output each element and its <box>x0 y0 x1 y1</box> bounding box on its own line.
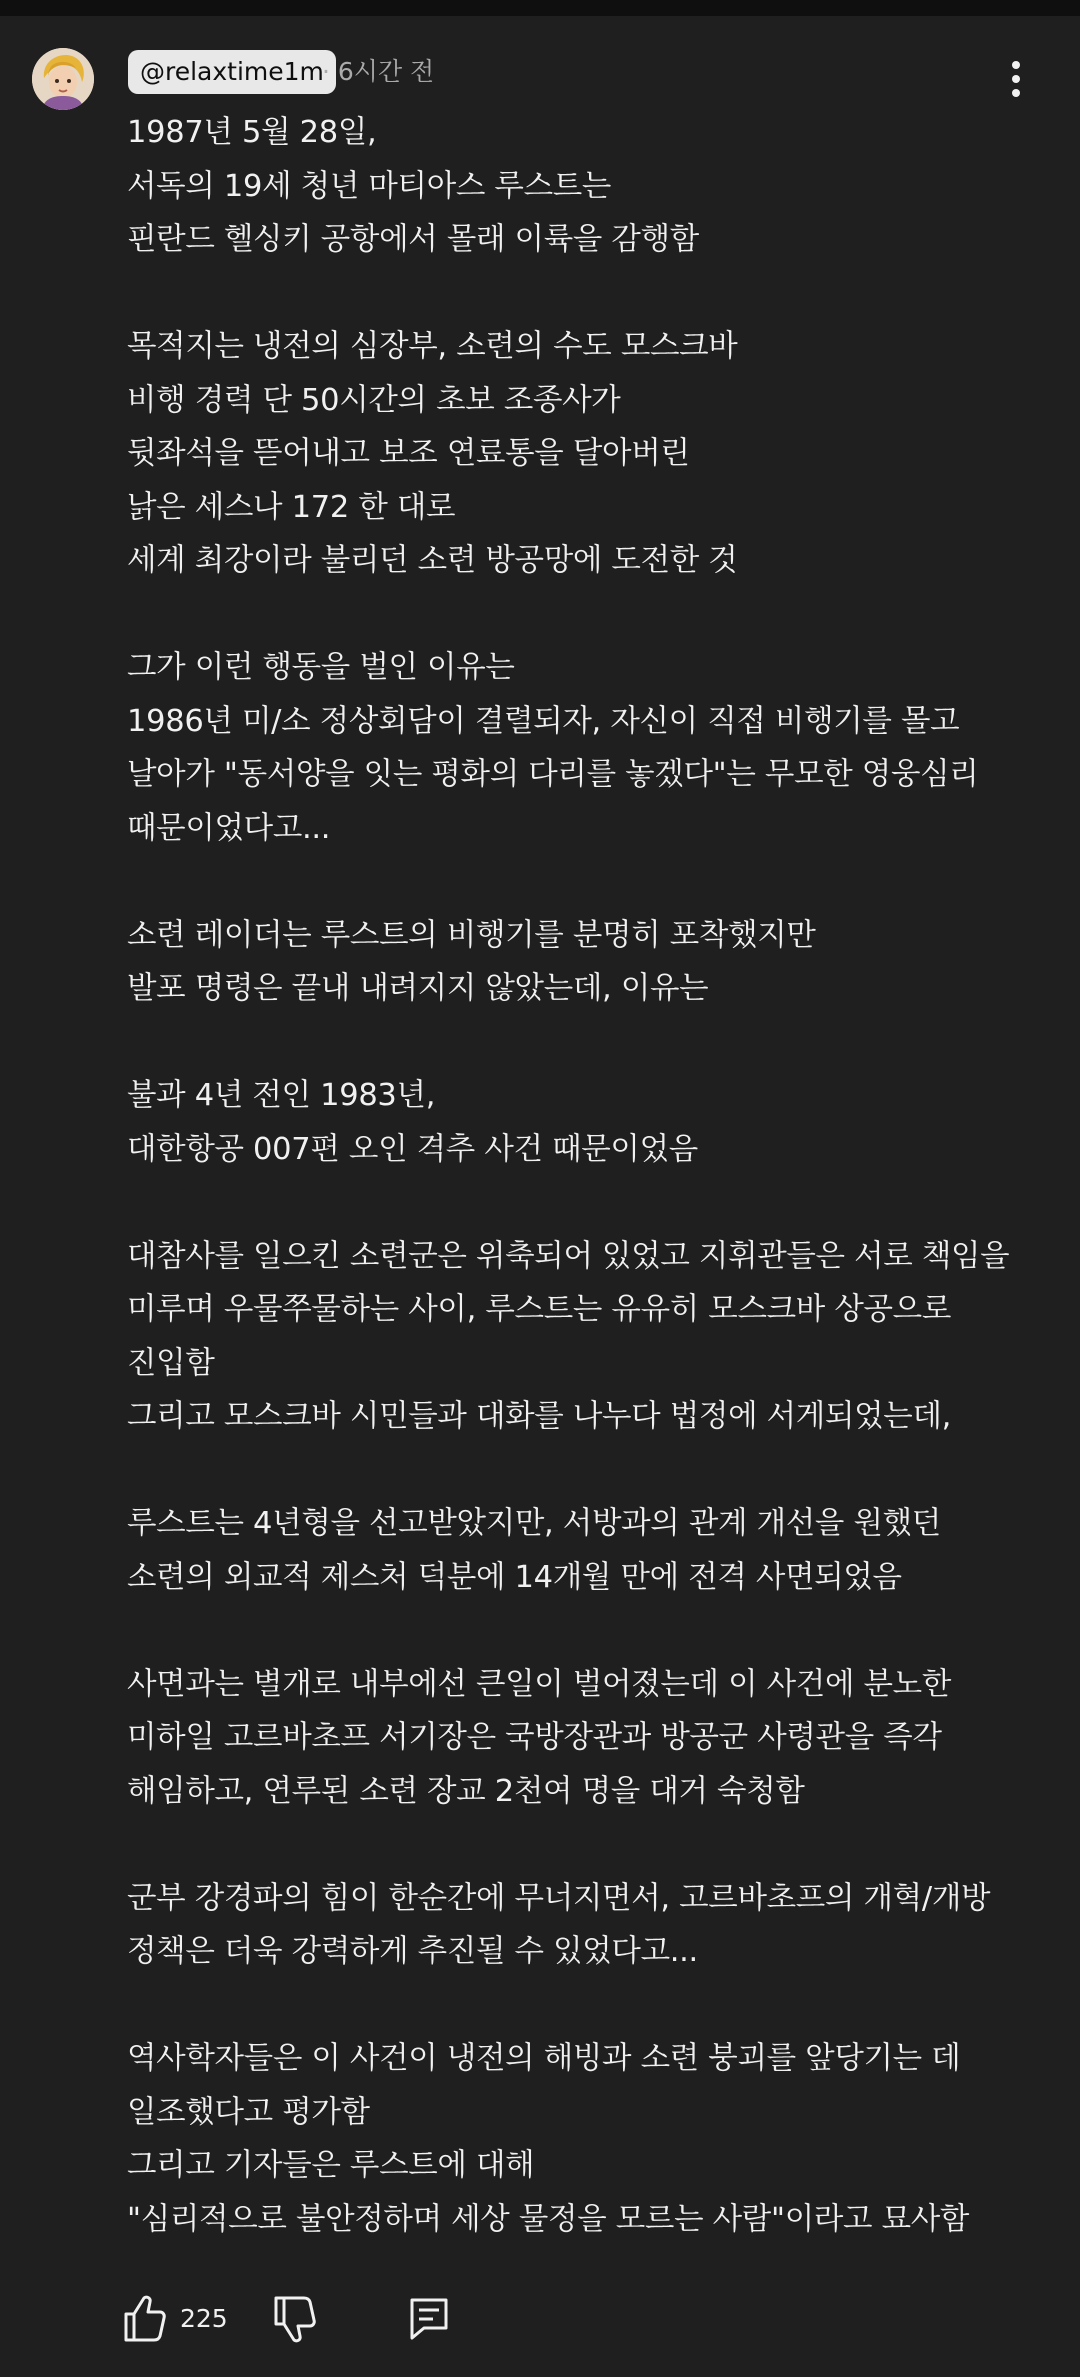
avatar[interactable] <box>32 48 94 110</box>
like-count: 225 <box>180 2304 228 2333</box>
comment-text: 1987년 5월 28일, 서독의 19세 청년 마티아스 루스트는 핀란드 헬싱키 공항에서 몰래 이륙을 감행함 목적지는 냉전의 심장부, 소련의 수도 모스크바 비행 경력 단 50시간의 초보 조종사가 뒷좌석을 뜯어내고 보조 연료통을 달아버린 낡은 세스나 172 한 대로 세계 최강이라 불리던 소련 방공망에 도전한 것 그가 이런 행동을 벌인 이유는 1986년 미/소 정상회담이 결렬되자, 자신이 직접 비행기를 몰고 날아가 "동서양을 잇는 평화의 다리를 놓겠다"는 무모한 영웅심리 때문이었다고... 소련 레이더는 루스트의 비행기를 분명히 포착했지만 발포 명령은 끝내 내려지지 않았는데, 이유는 불과 4년 전인 1983년, 대한항공 007편 오인 격추 사건 때문이었음 대참사를 일으킨 소련군은 위축되어 있었고 지휘관들은 서로 책임을 미루며 우물쭈물하는 사이, 루스트는 유유히 모스크바 상공으로 진입함 그리고 모스크바 시민들과 대화를 나누다 법정에 서게되었는데, 루스트는 4년형을 선고받았지만, 서방과의 관계 개선을 원했던 소련의 외교적 제스처 덕분에 14개월 만에 전격 사면되었음 사면과는 별개로 내부에선 큰일이 벌어졌는데 이 사건에 분노한 미하일 고르바초프 서기장은 국방장관과 방공군 사령관을 즉각 해임하고, 연루된 소련 장교 2천여 명을 대거 숙청함 군부 강경파의 힘이 한순간에 무너지면서, 고르바초프의 개혁/개방 정책은 더욱 강력하게 추진될 수 있었다고... 역사학자들은 이 사건이 냉전의 해빙과 소련 붕괴를 앞당기는 데 일조했다고 평가함 그리고 기자들은 루스트에 대해 "심리적으로 불안정하며 세상 물정을 모르는 사람"이라고 묘사함 <box>127 115 1010 2237</box>
comment-actions <box>122 2290 522 2350</box>
reply-comment-icon <box>406 2290 452 2346</box>
dislike-button[interactable] <box>272 2290 318 2346</box>
like-button[interactable] <box>122 2290 168 2346</box>
author-handle-chip[interactable]: @relaxtime1m <box>128 50 336 94</box>
comment-timestamp: · 6시간 전 <box>322 57 435 86</box>
reply-button[interactable] <box>406 2290 452 2346</box>
thumbs-down-icon <box>272 2290 318 2346</box>
more-vertical-icon <box>990 52 1042 104</box>
thumbs-up-icon <box>122 2290 168 2346</box>
status-bar-strip <box>0 0 1080 16</box>
more-options-button[interactable] <box>990 52 1042 104</box>
avatar-illustration-icon <box>32 48 94 110</box>
